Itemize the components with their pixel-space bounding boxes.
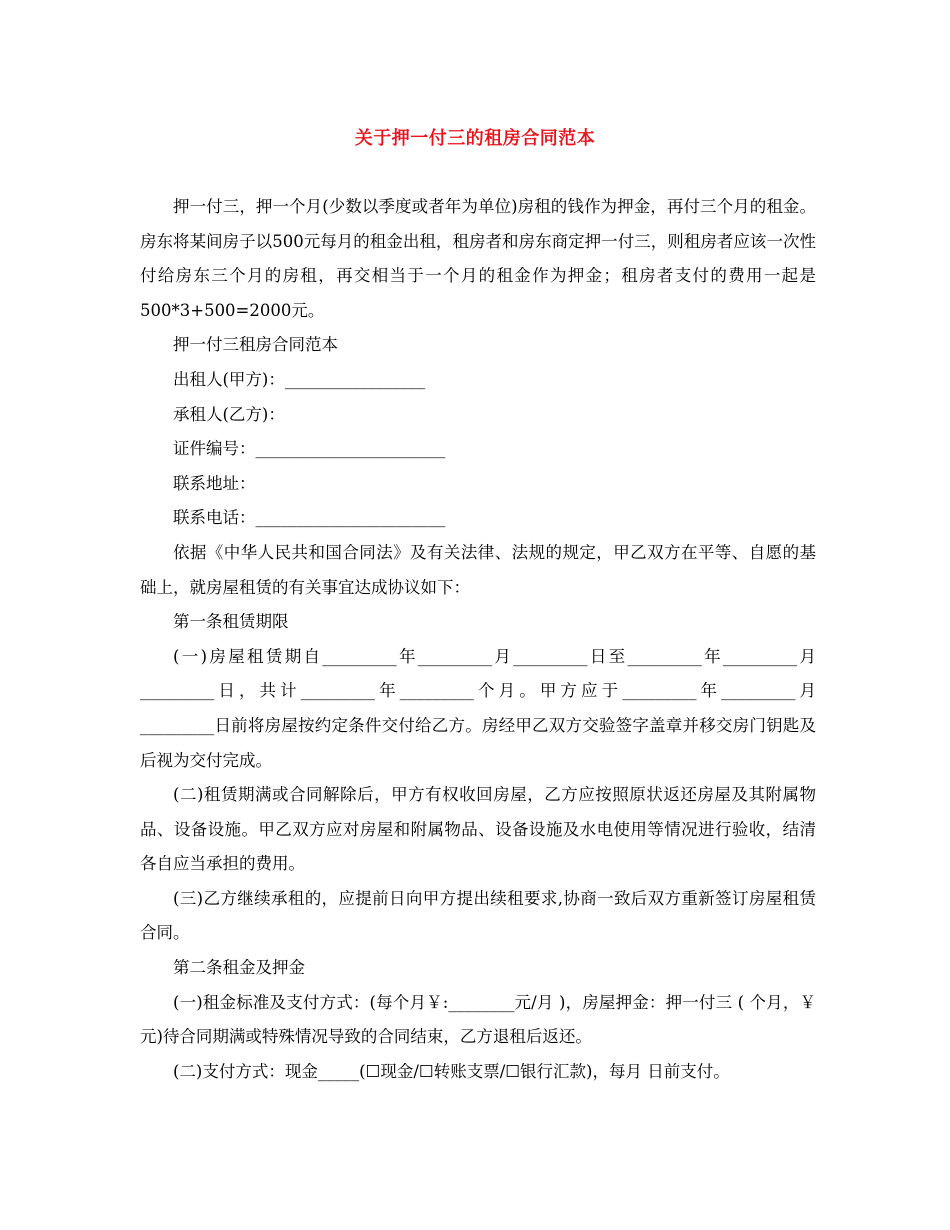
paragraph-lessee: 承租人(乙方)：: [173, 404, 285, 424]
paragraph-2-1: (一)租金标准及支付方式：(每个月￥:________元/月 )，房屋押金：押一付三 ( 个月，￥ 元)待合同期满或特殊情况导致的合同结束，乙方退租后返还。: [140, 992, 816, 1047]
document-body: [140, 190, 816, 1089]
paragraph-basis: 依据《中华人民共和国合同法》及有关法律、法规的规定，甲乙双方在平等、自愿的基础上，就房屋租赁的有关事宜达成协议如下：: [140, 542, 816, 597]
paragraph-article-1: 第一条租赁期限: [173, 612, 289, 632]
paragraph-intro: 押一付三，押一个月(少数以季度或者年为单位)房租的钱作为押金，再付三个月的租金。房东将某间房子以500元每月的租金出租，租房者和房东商定押一付三，则租房者应该一次性付给房东三个月的房租，再交相当于一个月的租金作为押金；租房者支付的费用一起是500*3+500=2000元。: [140, 197, 816, 320]
paragraph-1-2: (二)租赁期满或合同解除后，甲方有权收回房屋，乙方应按照原状返还房屋及其附属物品、设备设施。甲乙双方应对房屋和附属物品、设备设施及水电使用等情况进行验收，结清各自应当承担的费用。: [140, 785, 816, 874]
paragraph-address: 联系地址：: [173, 473, 256, 493]
paragraph-2-2: (二)支付方式：现金_____(☐现金/☐转账支票/☐银行汇款)，每月 日前支付。: [173, 1061, 730, 1081]
paragraph-1-1: (一)房屋租赁期自_________年_________月_________日至_________年_________月_________日，共计_________年_________个月。甲方应于_________年_________月_________日前将房屋按约定条件交付给乙方。房经甲乙双方交验签字盖章并移交房门钥匙及后视为交付完成。: [140, 646, 816, 770]
paragraph-1-3: (三)乙方继续承租的，应提前日向甲方提出续租要求,协商一致后双方重新签订房屋租赁合同。: [140, 888, 816, 943]
paragraph-id-number: 证件编号：_______________________: [173, 439, 446, 459]
paragraph-article-2: 第二条租金及押金: [173, 958, 305, 978]
paragraph-lessor: 出租人(甲方)：_________________: [173, 369, 426, 389]
paragraph-heading: 押一付三租房合同范本: [173, 335, 338, 355]
document-title: 关于押一付三的租房合同范本: [354, 128, 596, 149]
paragraph-phone: 联系电话：_______________________: [173, 508, 446, 528]
